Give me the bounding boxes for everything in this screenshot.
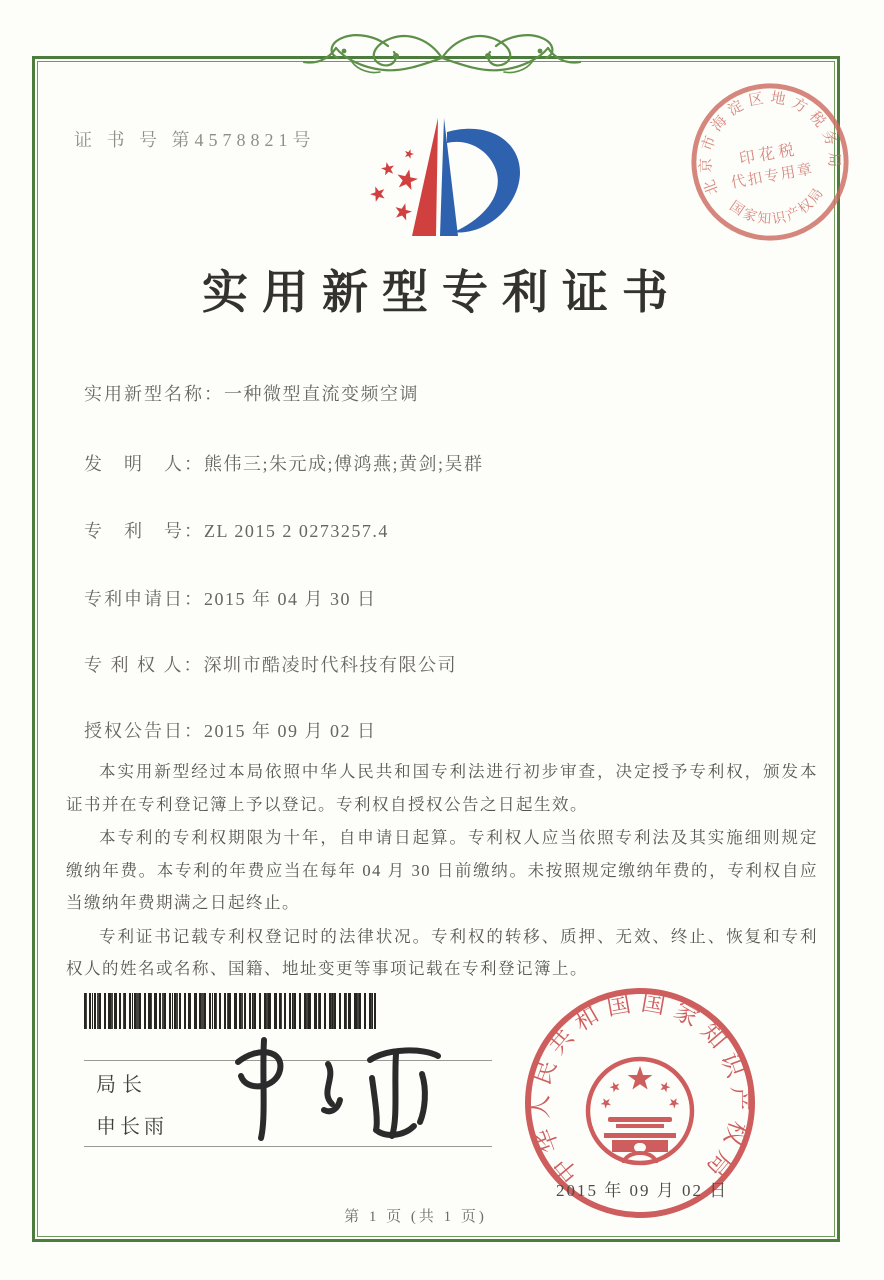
field-row-utility-model-name (84, 380, 419, 406)
field-label: 授权公告日： (84, 721, 204, 741)
field-label: 发 明 人： (84, 454, 204, 474)
legal-text-block (66, 756, 818, 987)
seal-date: 2015 年 09 月 02 日 (556, 1181, 729, 1200)
field-row-filing-date (84, 585, 377, 611)
legal-paragraph-3: 专利证书记载专利权登记时的法律状况。专利权的转移、质押、无效、终止、恢复和专利权人的姓名或名称、国籍、地址变更等事项记载在专利登记簿上。 (66, 926, 818, 978)
field-value: 2015 年 04 月 30 日 (204, 589, 377, 609)
field-row-patentee (84, 651, 457, 677)
legal-paragraph-1: 本实用新型经过本局依照中华人民共和国专利法进行初步审查，决定授予专利权，颁发本证书并在专利登记簿上予以登记。专利权自授权公告之日起生效。 (66, 762, 818, 814)
director-signature-icon (224, 1026, 472, 1149)
field-row-inventors (84, 450, 484, 476)
tax-seal-arc-top-text: 北京市海淀区地方税务局 (698, 90, 842, 197)
field-value: 熊伟三;朱元成;傅鸿燕;黄剑;吴群 (204, 454, 484, 474)
national-emblem-icon (588, 1059, 692, 1163)
tax-seal-arc-bottom-text: 国家知识产权局 (727, 184, 827, 227)
top-flourish-ornament-icon (292, 18, 592, 95)
field-row-grant-date (84, 717, 377, 743)
page-number-footer: 第 1 页 (共 1 页) (344, 1209, 487, 1225)
field-label: 实用新型名称： (84, 384, 224, 404)
field-value: 一种微型直流变频空调 (224, 384, 419, 404)
field-value: 2015 年 09 月 02 日 (204, 721, 377, 741)
cnipa-logo-icon (346, 110, 536, 255)
certificate-number: 证 书 号 第4578821号 (74, 130, 316, 150)
field-label: 专 利 权 人： (84, 655, 204, 675)
tax-seal-center-line2: 代扣专用章 (729, 161, 816, 192)
field-label: 专 利 号： (84, 521, 204, 541)
legal-paragraph-2: 本专利的专利权期限为十年，自申请日起算。专利权人应当依照专利法及其实施细则规定缴纳年费。本专利的年费应当在每年 04 月 30 日前缴纳。未按照规定缴纳年费的，专利权自应当缴纳年费期满之日起终止。 (66, 828, 818, 912)
director-title-label: 局长 (96, 1074, 148, 1096)
field-value: ZL 2015 2 0273257.4 (204, 521, 389, 541)
certificate-title: 实用新型专利证书 (202, 267, 682, 318)
barcode (84, 993, 376, 1029)
field-row-patent-number (84, 517, 389, 543)
tax-stamp-seal (673, 65, 868, 260)
official-seal-ring-text: 中华人民共和国国家知识产权局 (527, 989, 753, 1187)
field-label: 专利申请日： (84, 589, 204, 609)
tax-seal-center-line1: 印花税 (738, 141, 800, 169)
director-name: 申长雨 (96, 1116, 168, 1138)
field-value: 深圳市酷凌时代科技有限公司 (203, 655, 457, 675)
